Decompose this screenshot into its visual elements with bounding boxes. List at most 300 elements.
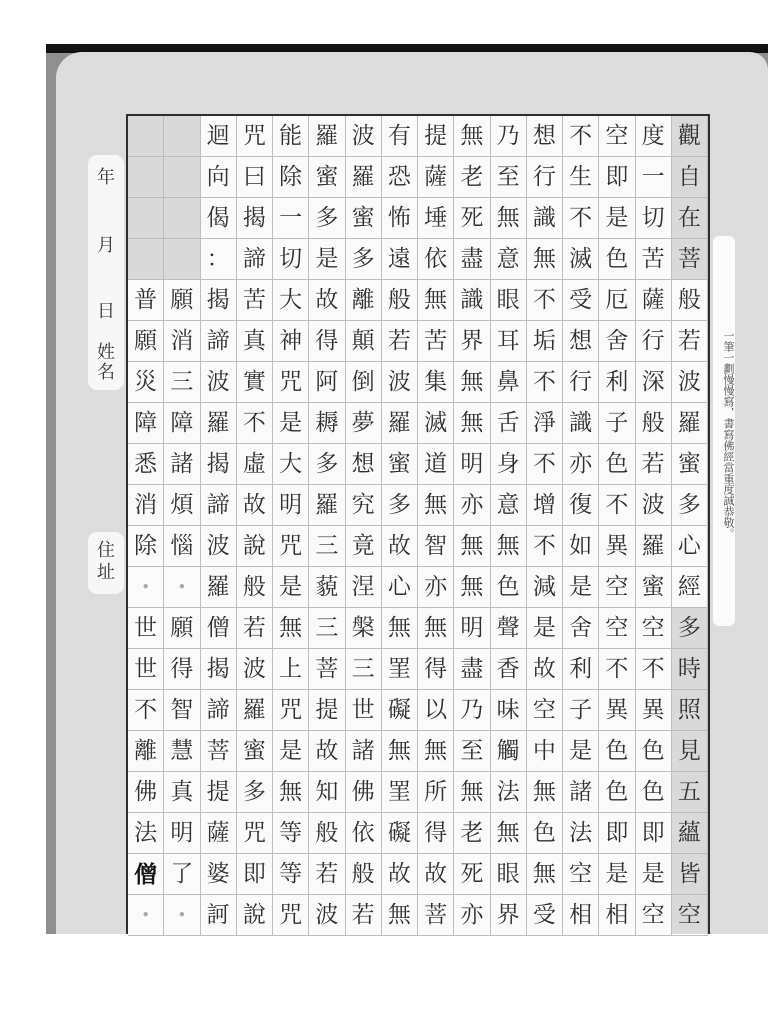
grid-cell: 倒 bbox=[346, 362, 382, 403]
grid-cell: 等 bbox=[273, 854, 309, 895]
grid-cell: 得 bbox=[418, 813, 454, 854]
grid-cell: 色 bbox=[599, 772, 635, 813]
grid-cell: 波 bbox=[636, 485, 672, 526]
grid-cell: 至 bbox=[454, 731, 490, 772]
grid-cell: 離 bbox=[346, 280, 382, 321]
grid-cell: 揭 bbox=[201, 444, 237, 485]
grid-cell: 普 bbox=[128, 280, 164, 321]
grid-cell: 三 bbox=[164, 362, 200, 403]
grid-cell: 多 bbox=[346, 239, 382, 280]
grid-cell: 諦 bbox=[237, 239, 273, 280]
grid-cell: 盡 bbox=[454, 239, 490, 280]
grid-cell: 舍 bbox=[563, 608, 599, 649]
grid-cell: 明 bbox=[164, 813, 200, 854]
grid-cell: 若 bbox=[346, 895, 382, 936]
grid-cell: 蜜 bbox=[346, 198, 382, 239]
grid-cell: 諸 bbox=[346, 731, 382, 772]
grid-cell: 多 bbox=[382, 485, 418, 526]
grid-cell: 若 bbox=[636, 444, 672, 485]
grid-cell: 是 bbox=[563, 731, 599, 772]
grid-cell: 不 bbox=[599, 485, 635, 526]
grid-cell: 怖 bbox=[382, 198, 418, 239]
grid-cell: 向 bbox=[201, 157, 237, 198]
grid-cell: 羅 bbox=[309, 116, 345, 157]
grid-cell: 諸 bbox=[563, 772, 599, 813]
sutra-grid bbox=[126, 114, 710, 934]
grid-cell: 消 bbox=[164, 321, 200, 362]
grid-cell: 味 bbox=[491, 690, 527, 731]
grid-cell: 不 bbox=[527, 444, 563, 485]
grid-cell: 色 bbox=[527, 813, 563, 854]
grid-cell: 想 bbox=[346, 444, 382, 485]
grid-cell: 若 bbox=[237, 608, 273, 649]
grid-cell: 無 bbox=[491, 198, 527, 239]
grid-cell: 異 bbox=[599, 690, 635, 731]
grid-cell: 除 bbox=[273, 157, 309, 198]
grid-cell: 生 bbox=[563, 157, 599, 198]
grid-cell: 無 bbox=[382, 608, 418, 649]
grid-cell: 增 bbox=[527, 485, 563, 526]
grid-cell: 空 bbox=[672, 895, 708, 936]
grid-cell: 空 bbox=[599, 608, 635, 649]
grid-cell: 諦 bbox=[201, 321, 237, 362]
grid-cell: 切 bbox=[273, 239, 309, 280]
grid-cell: 菩 bbox=[201, 731, 237, 772]
grid-cell: 色 bbox=[599, 444, 635, 485]
grid-cell: 羅 bbox=[382, 403, 418, 444]
grid-cell: 波 bbox=[382, 362, 418, 403]
grid-cell: 故 bbox=[382, 854, 418, 895]
grid-cell: 羅 bbox=[237, 690, 273, 731]
grid-cell: 滅 bbox=[563, 239, 599, 280]
grid-cell: 如 bbox=[563, 526, 599, 567]
grid-cell: 蘊 bbox=[672, 813, 708, 854]
grid-cell: 舍 bbox=[599, 321, 635, 362]
grid-cell bbox=[164, 239, 200, 280]
grid-cell: 自 bbox=[672, 157, 708, 198]
grid-cell: 度 bbox=[636, 116, 672, 157]
grid-cell: 礙 bbox=[382, 813, 418, 854]
grid-cell: 薩 bbox=[418, 157, 454, 198]
grid-cell: 般 bbox=[636, 403, 672, 444]
grid-cell: 咒 bbox=[273, 526, 309, 567]
grid-cell: 不 bbox=[563, 198, 599, 239]
grid-cell: 智 bbox=[164, 690, 200, 731]
grid-cell: 煩 bbox=[164, 485, 200, 526]
grid-cell: 無 bbox=[527, 772, 563, 813]
grid-cell: 羅 bbox=[672, 403, 708, 444]
grid-cell: 波 bbox=[237, 649, 273, 690]
grid-cell: 乃 bbox=[491, 116, 527, 157]
grid-cell: 所 bbox=[418, 772, 454, 813]
grid-cell: 若 bbox=[382, 321, 418, 362]
grid-cell: 僧 bbox=[201, 608, 237, 649]
grid-cell bbox=[164, 157, 200, 198]
grid-cell: 空 bbox=[636, 895, 672, 936]
grid-cell: 三 bbox=[309, 608, 345, 649]
grid-cell: 恐 bbox=[382, 157, 418, 198]
grid-cell: 涅 bbox=[346, 567, 382, 608]
grid-cell: 三 bbox=[346, 649, 382, 690]
grid-cell: 真 bbox=[237, 321, 273, 362]
grid-cell: 界 bbox=[454, 321, 490, 362]
grid-cell: 是 bbox=[273, 403, 309, 444]
grid-cell: 無 bbox=[527, 239, 563, 280]
grid-cell: 悉 bbox=[128, 444, 164, 485]
grid-cell: 提 bbox=[201, 772, 237, 813]
grid-cell: 切 bbox=[636, 198, 672, 239]
grid-cell: 無 bbox=[273, 608, 309, 649]
grid-cell: 利 bbox=[563, 649, 599, 690]
grid-cell: 波 bbox=[201, 526, 237, 567]
grid-cell: 惱 bbox=[164, 526, 200, 567]
grid-cell: 厄 bbox=[599, 280, 635, 321]
grid-cell: 無 bbox=[418, 485, 454, 526]
grid-cell: 三 bbox=[309, 526, 345, 567]
grid-cell: 經 bbox=[672, 567, 708, 608]
grid-cell: 不 bbox=[599, 649, 635, 690]
grid-cell: 慧 bbox=[164, 731, 200, 772]
grid-cell: 多 bbox=[309, 444, 345, 485]
grid-cell: 揭 bbox=[201, 649, 237, 690]
grid-cell: 多 bbox=[309, 198, 345, 239]
grid-cell: 罣 bbox=[382, 649, 418, 690]
grid-cell: 無 bbox=[418, 280, 454, 321]
grid-cell: 揭 bbox=[201, 280, 237, 321]
grid-cell: 障 bbox=[128, 403, 164, 444]
grid-cell: 願 bbox=[164, 608, 200, 649]
grid-cell: 菩 bbox=[418, 895, 454, 936]
grid-cell: 罣 bbox=[382, 772, 418, 813]
grid-cell: 礙 bbox=[382, 690, 418, 731]
grid-cell: 是 bbox=[273, 731, 309, 772]
grid-cell: 咒 bbox=[273, 690, 309, 731]
grid-cell: 波 bbox=[346, 116, 382, 157]
grid-cell: 竟 bbox=[346, 526, 382, 567]
grid-cell: 夢 bbox=[346, 403, 382, 444]
grid-cell: 薩 bbox=[201, 813, 237, 854]
grid-cell: 不 bbox=[237, 403, 273, 444]
grid-cell: 眼 bbox=[491, 854, 527, 895]
grid-cell: 識 bbox=[563, 403, 599, 444]
grid-cell: 諦 bbox=[201, 485, 237, 526]
grid-cell: 揭 bbox=[237, 198, 273, 239]
grid-cell: 苦 bbox=[237, 280, 273, 321]
grid-cell: 多 bbox=[672, 485, 708, 526]
grid-cell: 婆 bbox=[201, 854, 237, 895]
grid-cell: 受 bbox=[527, 895, 563, 936]
grid-cell: 智 bbox=[418, 526, 454, 567]
grid-cell: 色 bbox=[636, 772, 672, 813]
grid-cell: 無 bbox=[527, 854, 563, 895]
grid-cell: 利 bbox=[599, 362, 635, 403]
grid-cell: 障 bbox=[164, 403, 200, 444]
grid-cell: 無 bbox=[454, 403, 490, 444]
grid-cell: 行 bbox=[563, 362, 599, 403]
grid-cell: 故 bbox=[237, 485, 273, 526]
grid-cell: 不 bbox=[527, 526, 563, 567]
grid-cell: 蜜 bbox=[672, 444, 708, 485]
grid-cell: 咒 bbox=[237, 116, 273, 157]
grid-cell: 觸 bbox=[491, 731, 527, 772]
grid-cell: 照 bbox=[672, 690, 708, 731]
grid-cell: 異 bbox=[599, 526, 635, 567]
grid-cell: 不 bbox=[128, 690, 164, 731]
grid-cell bbox=[128, 157, 164, 198]
grid-cell: 復 bbox=[563, 485, 599, 526]
grid-cell: 無 bbox=[454, 526, 490, 567]
grid-cell: 舌 bbox=[491, 403, 527, 444]
grid-cell: 諸 bbox=[164, 444, 200, 485]
grid-cell: 般 bbox=[382, 280, 418, 321]
grid-cell: 得 bbox=[309, 321, 345, 362]
grid-cell: 除 bbox=[128, 526, 164, 567]
grid-cell: 即 bbox=[636, 813, 672, 854]
grid-cell: 能 bbox=[273, 116, 309, 157]
grid-cell bbox=[128, 116, 164, 157]
grid-cell: 說 bbox=[237, 895, 273, 936]
grid-cell: 了 bbox=[164, 854, 200, 895]
grid-cell: 故 bbox=[527, 649, 563, 690]
grid-cell: 想 bbox=[563, 321, 599, 362]
grid-cell: 菩 bbox=[309, 649, 345, 690]
address-label: 住址 bbox=[97, 540, 115, 583]
grid-cell: 迴 bbox=[201, 116, 237, 157]
grid-cell: 死 bbox=[454, 198, 490, 239]
grid-cell: 是 bbox=[527, 608, 563, 649]
grid-cell: 中 bbox=[527, 731, 563, 772]
grid-cell: 蜜 bbox=[237, 731, 273, 772]
grid-cell: 槃 bbox=[346, 608, 382, 649]
grid-cell: 是 bbox=[636, 854, 672, 895]
grid-cell: 若 bbox=[672, 321, 708, 362]
grid-cell: 乃 bbox=[454, 690, 490, 731]
grid-cell bbox=[128, 198, 164, 239]
grid-cell: 得 bbox=[418, 649, 454, 690]
grid-cell: 心 bbox=[382, 567, 418, 608]
grid-cell: 等 bbox=[273, 813, 309, 854]
grid-cell: 離 bbox=[128, 731, 164, 772]
grid-cell: 意 bbox=[491, 239, 527, 280]
grid-cell: 佛 bbox=[346, 772, 382, 813]
grid-cell: 老 bbox=[454, 813, 490, 854]
grid-cell: 亦 bbox=[454, 895, 490, 936]
grid-cell: • bbox=[128, 895, 164, 936]
grid-cell: 虛 bbox=[237, 444, 273, 485]
grid-cell: 心 bbox=[672, 526, 708, 567]
grid-cell: 即 bbox=[237, 854, 273, 895]
grid-cell: 有 bbox=[382, 116, 418, 157]
grid-cell: 故 bbox=[382, 526, 418, 567]
grid-cell: 是 bbox=[273, 567, 309, 608]
grid-cell: 眼 bbox=[491, 280, 527, 321]
grid-cell: 願 bbox=[164, 280, 200, 321]
grid-cell: 大 bbox=[273, 444, 309, 485]
grid-cell: 知 bbox=[309, 772, 345, 813]
grid-cell: • bbox=[164, 895, 200, 936]
grid-cell: 多 bbox=[672, 608, 708, 649]
grid-cell: 一 bbox=[636, 157, 672, 198]
grid-cell: 色 bbox=[491, 567, 527, 608]
grid-cell: 世 bbox=[346, 690, 382, 731]
grid-cell: 般 bbox=[237, 567, 273, 608]
grid-cell: 色 bbox=[599, 239, 635, 280]
grid-cell: 想 bbox=[527, 116, 563, 157]
grid-cell: 鼻 bbox=[491, 362, 527, 403]
grid-cell: 見 bbox=[672, 731, 708, 772]
grid-cell: 羅 bbox=[636, 526, 672, 567]
grid-cell: 相 bbox=[599, 895, 635, 936]
grid-cell: 蜜 bbox=[382, 444, 418, 485]
grid-cell: 至 bbox=[491, 157, 527, 198]
grid-cell: 法 bbox=[563, 813, 599, 854]
grid-cell: 提 bbox=[418, 116, 454, 157]
grid-cell: 般 bbox=[346, 854, 382, 895]
grid-cell: 法 bbox=[491, 772, 527, 813]
grid-cell: 色 bbox=[599, 731, 635, 772]
grid-cell: 子 bbox=[563, 690, 599, 731]
grid-cell: 無 bbox=[454, 772, 490, 813]
grid-cell: 法 bbox=[128, 813, 164, 854]
grid-cell: 是 bbox=[563, 567, 599, 608]
grid-cell: 遠 bbox=[382, 239, 418, 280]
grid-cell: 道 bbox=[418, 444, 454, 485]
grid-cell: 是 bbox=[599, 854, 635, 895]
grid-cell: 時 bbox=[672, 649, 708, 690]
grid-cell: 上 bbox=[273, 649, 309, 690]
grid-cell: 無 bbox=[454, 362, 490, 403]
grid-cell: 世 bbox=[128, 649, 164, 690]
grid-cell: 般 bbox=[309, 813, 345, 854]
grid-cell: 曰 bbox=[237, 157, 273, 198]
grid-cell: 無 bbox=[454, 567, 490, 608]
grid-cell: 觀 bbox=[672, 116, 708, 157]
grid-cell: 不 bbox=[563, 116, 599, 157]
grid-cell: 得 bbox=[164, 649, 200, 690]
grid-cell: 集 bbox=[418, 362, 454, 403]
grid-cell: 依 bbox=[418, 239, 454, 280]
grid-cell: 無 bbox=[418, 731, 454, 772]
grid-cell: 明 bbox=[454, 444, 490, 485]
grid-cell: 災 bbox=[128, 362, 164, 403]
grid-cell: 多 bbox=[237, 772, 273, 813]
grid-cell: 以 bbox=[418, 690, 454, 731]
grid-cell: 盡 bbox=[454, 649, 490, 690]
date-name-panel bbox=[88, 155, 124, 390]
grid-cell: 垢 bbox=[527, 321, 563, 362]
grid-cell: 空 bbox=[599, 567, 635, 608]
grid-cell: 波 bbox=[309, 895, 345, 936]
grid-cell: 若 bbox=[309, 854, 345, 895]
grid-cell: 羅 bbox=[201, 403, 237, 444]
grid-cell: 在 bbox=[672, 198, 708, 239]
grid-cell: 咒 bbox=[273, 362, 309, 403]
grid-cell: 不 bbox=[527, 362, 563, 403]
year-label: 年 bbox=[97, 167, 115, 188]
grid-cell: 究 bbox=[346, 485, 382, 526]
grid-cell: ： bbox=[201, 239, 237, 280]
grid-cell: 明 bbox=[454, 608, 490, 649]
grid-cell: 子 bbox=[599, 403, 635, 444]
grid-cell: 亦 bbox=[454, 485, 490, 526]
grid-cell: 神 bbox=[273, 321, 309, 362]
grid-cell: 相 bbox=[563, 895, 599, 936]
grid-cell: 大 bbox=[273, 280, 309, 321]
grid-cell: 訶 bbox=[201, 895, 237, 936]
grid-cell: 蜜 bbox=[636, 567, 672, 608]
grid-cell: 故 bbox=[309, 280, 345, 321]
grid-cell: 菩 bbox=[672, 239, 708, 280]
grid-cell: 無 bbox=[382, 731, 418, 772]
grid-cell: 空 bbox=[527, 690, 563, 731]
grid-cell: 意 bbox=[491, 485, 527, 526]
grid-cell: 願 bbox=[128, 321, 164, 362]
grid-cell: 不 bbox=[527, 280, 563, 321]
grid-cell bbox=[164, 116, 200, 157]
grid-cell: 身 bbox=[491, 444, 527, 485]
grid-cell: 色 bbox=[636, 731, 672, 772]
grid-cell: 界 bbox=[491, 895, 527, 936]
grid-cell: 波 bbox=[672, 362, 708, 403]
grid-cell: 淨 bbox=[527, 403, 563, 444]
grid-cell: 咒 bbox=[273, 895, 309, 936]
month-label: 月 bbox=[97, 235, 115, 256]
grid-cell: 無 bbox=[454, 116, 490, 157]
grid-cell: 皆 bbox=[672, 854, 708, 895]
grid-cell: 藐 bbox=[309, 567, 345, 608]
grid-cell: 不 bbox=[636, 649, 672, 690]
grid-cell: 無 bbox=[273, 772, 309, 813]
grid-cell: 亦 bbox=[563, 444, 599, 485]
grid-cell: 依 bbox=[346, 813, 382, 854]
grid-cell: • bbox=[164, 567, 200, 608]
grid-cell: 羅 bbox=[309, 485, 345, 526]
grid-cell: 無 bbox=[418, 608, 454, 649]
grid-cell: 苦 bbox=[636, 239, 672, 280]
grid-cell: 故 bbox=[309, 731, 345, 772]
grid-cell: 即 bbox=[599, 157, 635, 198]
grid-cell: 是 bbox=[309, 239, 345, 280]
grid-cell: 無 bbox=[491, 526, 527, 567]
grid-cell: 無 bbox=[491, 813, 527, 854]
grid-cell: 耳 bbox=[491, 321, 527, 362]
grid-cell: 異 bbox=[636, 690, 672, 731]
grid-cell: 世 bbox=[128, 608, 164, 649]
grid-cell: 行 bbox=[636, 321, 672, 362]
grid-cell: 偈 bbox=[201, 198, 237, 239]
grid-cell: 識 bbox=[527, 198, 563, 239]
grid-cell: 香 bbox=[491, 649, 527, 690]
grid-cell: 滅 bbox=[418, 403, 454, 444]
grid-cell: 顛 bbox=[346, 321, 382, 362]
grid-cell: • bbox=[128, 567, 164, 608]
grid-cell bbox=[128, 239, 164, 280]
grid-cell: 蜜 bbox=[309, 157, 345, 198]
grid-cell: 苦 bbox=[418, 321, 454, 362]
grid-cell: 即 bbox=[599, 813, 635, 854]
grid-cell: 是 bbox=[599, 198, 635, 239]
grid-cell: 阿 bbox=[309, 362, 345, 403]
grid-cell: 聲 bbox=[491, 608, 527, 649]
grid-cell: 羅 bbox=[346, 157, 382, 198]
grid-cell: 薩 bbox=[636, 280, 672, 321]
grid-cell: 實 bbox=[237, 362, 273, 403]
side-note: 一筆一劃慢慢寫，書寫佛經當重度誠恭敬。 bbox=[713, 236, 735, 626]
grid-cell: 波 bbox=[201, 362, 237, 403]
grid-cell: 空 bbox=[599, 116, 635, 157]
grid-cell: 僧 bbox=[128, 854, 164, 895]
grid-cell: 行 bbox=[527, 157, 563, 198]
